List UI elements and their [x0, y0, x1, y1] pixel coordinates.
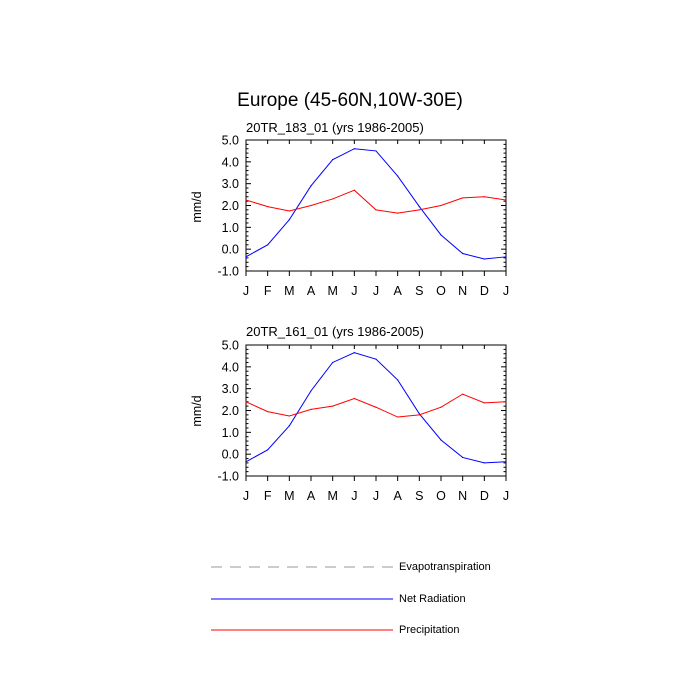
legend-label-evapotranspiration: Evapotranspiration	[399, 561, 491, 573]
panel-2-series-net-radiation-point	[505, 461, 506, 462]
panel-2-x-tick-label: J	[242, 489, 250, 503]
panel-2-series-net-radiation-point	[289, 425, 290, 426]
panel-1-title: 20TR_183_01 (yrs 1986-2005)	[246, 120, 424, 135]
figure-title: Europe (45-60N,10W-30E)	[237, 90, 463, 111]
panel-2-series-precipitation-point	[375, 407, 376, 408]
panel-1-series-net-radiation-point	[332, 159, 333, 160]
panel-2-series-net-radiation-point	[484, 462, 485, 463]
panel-1-y-axis-label: mm/d	[190, 191, 204, 223]
legend-item-precipitation	[211, 624, 460, 636]
panel-2-y-tick-label: 3.0	[221, 382, 239, 397]
panel-1-series-precipitation-point	[375, 209, 376, 210]
panel-1-x-tick-label: M	[284, 284, 295, 298]
panel-2-x-tick-label: A	[306, 489, 316, 503]
panel-1-x-tick-label: J	[351, 284, 358, 298]
panel-2-series-net-radiation-point	[267, 449, 268, 450]
panel-1-series-net-radiation-point	[310, 185, 311, 186]
panel-1-series-precipitation-point	[245, 199, 246, 200]
panel-2-series-net-radiation-point	[375, 359, 376, 360]
panel-2-x-tick-label: J	[502, 489, 510, 503]
panel-1-x-tick-label: J	[372, 284, 380, 298]
panel-1-series-net-radiation-point	[397, 175, 398, 176]
panel-1-x-tick-label: A	[306, 284, 316, 298]
panel-2-series-precipitation-point	[245, 401, 246, 402]
panel-2-series-precipitation-point	[397, 416, 398, 417]
legend-label-precipitation: Precipitation	[399, 624, 460, 636]
panel-2-series-precipitation-point	[354, 398, 355, 399]
panel-1-series-precipitation-point	[310, 205, 311, 206]
panel-1-series-net-radiation-point	[484, 258, 485, 259]
chart-panel-1	[190, 120, 509, 298]
panel-1-y-tick-label: 0.0	[221, 242, 239, 257]
panel-2-x-tick-label: M	[327, 489, 338, 503]
legend-item-evapotranspiration	[211, 561, 491, 573]
legend-label-net-radiation: Net Radiation	[399, 593, 466, 605]
panel-1-x-tick-label: J	[502, 284, 510, 298]
panel-1-series-precipitation-point	[332, 198, 333, 199]
panel-2-series-precipitation-point	[289, 415, 290, 416]
panel-1-series-precipitation-point	[484, 196, 485, 197]
panel-2-series-precipitation-point	[484, 402, 485, 403]
panel-1-y-tick-label: 3.0	[221, 177, 239, 192]
panel-2-plot-area	[217, 339, 509, 504]
panel-1-x-tick-label: D	[479, 284, 489, 298]
panel-1-series-net-radiation-line	[246, 149, 506, 259]
panel-1-x-tick-label: S	[415, 284, 424, 298]
panel-1-series-net-radiation-point	[419, 206, 420, 207]
legend-item-net-radiation	[211, 593, 466, 605]
panel-1-series-precipitation-point	[505, 199, 506, 200]
panel-2-y-tick-label: -1.0	[217, 469, 239, 484]
panel-1-plot-area	[217, 134, 509, 299]
panel-2-y-axis-label: mm/d	[190, 395, 204, 427]
panel-2-x-tick-label: M	[284, 489, 295, 503]
panel-1-x-tick-label: M	[327, 284, 338, 298]
panel-1-series-precipitation-point	[440, 205, 441, 206]
chart-panel-2	[190, 324, 509, 503]
panel-2-y-tick-label: 0.0	[221, 447, 239, 462]
panel-2-series-net-radiation-point	[397, 379, 398, 380]
panel-1-series-net-radiation-point	[505, 256, 506, 257]
panel-2-y-tick-label: 5.0	[221, 338, 239, 353]
panel-2-x-tick-label: J	[372, 489, 380, 503]
panel-2-series-precipitation-point	[332, 406, 333, 407]
panel-2-series-precipitation-point	[440, 407, 441, 408]
panel-1-series-precipitation-point	[419, 209, 420, 210]
panel-2-title: 20TR_161_01 (yrs 1986-2005)	[246, 324, 424, 339]
panel-1-x-tick-label: N	[458, 284, 468, 298]
panel-2-y-tick-label: 4.0	[221, 360, 239, 375]
panel-1-series-precipitation-point	[462, 197, 463, 198]
panel-2-x-tick-label: D	[479, 489, 489, 503]
panel-1-y-tick-label: 4.0	[221, 155, 239, 170]
panel-1-series-precipitation-point	[397, 213, 398, 214]
panel-1-series-net-radiation-point	[462, 253, 463, 254]
panel-1-series-net-radiation-point	[375, 150, 376, 151]
panel-1-x-tick-label: F	[263, 284, 272, 298]
panel-2-x-tick-label: F	[263, 489, 272, 503]
panel-1-series-precipitation-point	[354, 190, 355, 191]
panel-1-series-net-radiation-point	[440, 234, 441, 235]
panel-1-y-tick-label: -1.0	[217, 264, 239, 279]
panel-2-x-tick-label: N	[458, 489, 468, 503]
panel-1-series-net-radiation-point	[267, 244, 268, 245]
panel-1-y-tick-label: 5.0	[221, 133, 239, 148]
panel-2-series-precipitation-line	[246, 394, 506, 417]
panel-2-series-precipitation-point	[462, 394, 463, 395]
panel-2-plot-frame	[246, 345, 506, 476]
legend	[211, 561, 491, 636]
panel-1-series-net-radiation-point	[354, 148, 355, 149]
panel-1-series-net-radiation-point	[289, 219, 290, 220]
panel-1-x-tick-label: J	[242, 284, 250, 298]
panel-1-x-tick-label: A	[393, 284, 402, 298]
panel-1-series-net-radiation-point	[245, 256, 246, 257]
panel-1-plot-frame	[246, 140, 506, 271]
panel-2-y-tick-label: 1.0	[221, 425, 239, 440]
panel-2-series-precipitation-point	[419, 414, 420, 415]
panel-2-series-net-radiation-point	[462, 457, 463, 458]
panel-2-series-net-radiation-point	[245, 461, 246, 462]
panel-2-series-precipitation-point	[505, 401, 506, 402]
panel-2-series-net-radiation-point	[354, 352, 355, 353]
panel-2-series-net-radiation-point	[332, 362, 333, 363]
panel-2-series-net-radiation-point	[310, 390, 311, 391]
panel-2-x-tick-label: S	[415, 489, 424, 503]
panel-2-series-precipitation-point	[310, 409, 311, 410]
panel-2-series-precipitation-point	[267, 411, 268, 412]
panel-2-x-tick-label: A	[393, 489, 402, 503]
panel-2-y-tick-label: 2.0	[221, 404, 239, 418]
panel-2-series-net-radiation-point	[440, 439, 441, 440]
panel-2-x-tick-label: O	[436, 489, 446, 503]
panel-1-x-tick-label: O	[436, 284, 446, 298]
panel-1-series-precipitation-point	[267, 206, 268, 207]
panel-1-y-tick-label: 2.0	[221, 199, 239, 213]
panel-2-x-tick-label: J	[351, 489, 358, 503]
panel-1-series-precipitation-point	[289, 210, 290, 211]
panel-1-y-tick-label: 1.0	[221, 220, 239, 235]
